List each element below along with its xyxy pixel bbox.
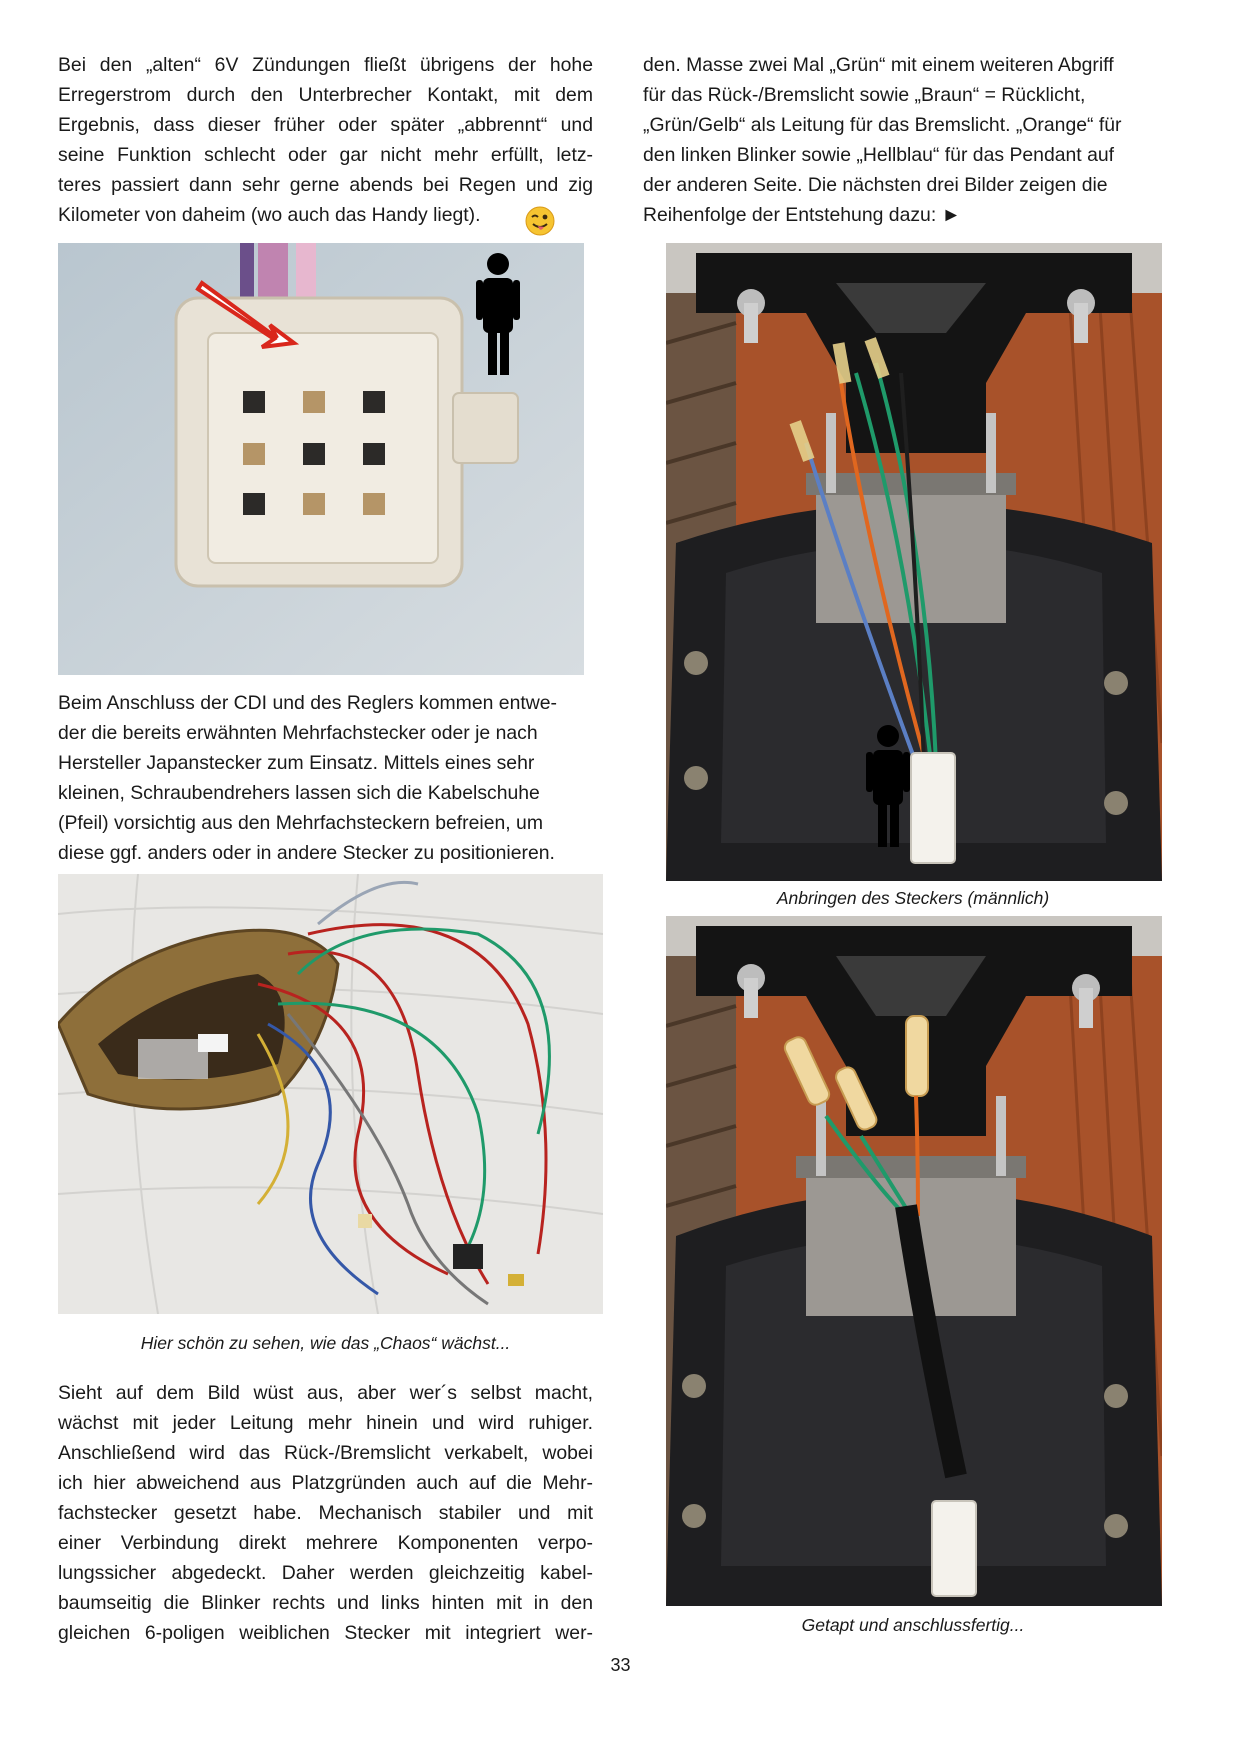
text-line: den linken Blinker sowie „Hellblau“ für das Pendant auf <box>643 144 1115 166</box>
text-line: baumseitig die Blinker rechts und links hinten mit in den <box>58 1592 593 1614</box>
text-line: (Pfeil) vorsichtig aus den Mehrfachsteckern befreien, um <box>58 812 543 834</box>
text-line: Ergebnis, dass dieser früher oder später „abbrennt“ und <box>58 114 593 136</box>
text-line: Sieht auf dem Bild wüst aus, aber wer´s selbst macht, <box>58 1382 593 1404</box>
caption-chaos: Hier schön zu sehen, wie das „Chaos“ wächst... <box>140 1333 511 1353</box>
photo-plug-mounting <box>666 243 1162 881</box>
caption-plug-mounting: Anbringen des Steckers (männlich) <box>776 888 1050 908</box>
text-line: lungssicher abgedeckt. Daher werden gleichzeitig kabel- <box>58 1562 593 1584</box>
left-paragraph-3 <box>58 1378 593 1648</box>
text-line: für das Rück-/Bremslicht sowie „Braun“ = Rücklicht, <box>643 84 1086 106</box>
text-line: ich hier abweichend aus Platzgründen auch auf die Mehr- <box>58 1472 593 1494</box>
text-line: den. Masse zwei Mal „Grün“ mit einem weiteren Abgriff <box>643 54 1114 76</box>
right-paragraph-1 <box>643 50 1183 230</box>
text-line: seine Funktion schlecht oder gar nicht mehr erfüllt, letz- <box>58 144 593 166</box>
text-line: Bei den „alten“ 6V Zündungen fließt übrigens der hohe <box>58 54 593 76</box>
text-line: einer Verbindung direkt mehrere Komponenten verpo- <box>58 1532 593 1554</box>
left-paragraph-2 <box>58 688 593 868</box>
photo-wiring-chaos <box>58 874 603 1314</box>
text-line: Erregerstrom durch den Unterbrecher Kontakt, mit dem <box>58 84 593 106</box>
left-paragraph-1 <box>58 50 593 230</box>
photo-connector-closeup <box>58 243 584 675</box>
photo-taped-ready <box>666 916 1162 1606</box>
text-line: Beim Anschluss der CDI und des Reglers kommen entwe- <box>58 692 557 714</box>
text-line: der die bereits erwähnten Mehrfachstecker oder je nach <box>58 722 538 744</box>
text-line: gleichen 6-poligen weiblichen Stecker mit integriert wer- <box>58 1622 593 1644</box>
winking-tongue-emoji-icon <box>525 206 555 236</box>
page-number: 33 <box>610 1655 631 1675</box>
text-line: der anderen Seite. Die nächsten drei Bilder zeigen die <box>643 174 1108 196</box>
caption-taped-ready: Getapt und anschlussfertig... <box>801 1615 1025 1635</box>
text-line: fachstecker gesetzt habe. Mechanisch stabiler und mit <box>58 1502 593 1524</box>
text-line: „Grün/Gelb“ als Leitung für das Bremslicht. „Orange“ für <box>643 114 1122 136</box>
text-line: Hersteller Japanstecker zum Einsatz. Mittels eines sehr <box>58 752 535 774</box>
text-line: teres passiert dann sehr gerne abends bei Regen und zig <box>58 174 593 196</box>
text-line: Kilometer von daheim (wo auch das Handy liegt). <box>58 204 481 226</box>
text-line: Anschließend wird das Rück-/Bremslicht verkabelt, wobei <box>58 1442 593 1464</box>
text-line: wächst mit jeder Leitung mehr hinein und wird ruhiger. <box>58 1412 593 1434</box>
text-line: kleinen, Schraubendrehers lassen sich die Kabelschuhe <box>58 782 540 804</box>
text-line: Reihenfolge der Entstehung dazu: ► <box>643 204 961 226</box>
text-line: diese ggf. anders oder in andere Stecker zu positionieren. <box>58 842 555 864</box>
